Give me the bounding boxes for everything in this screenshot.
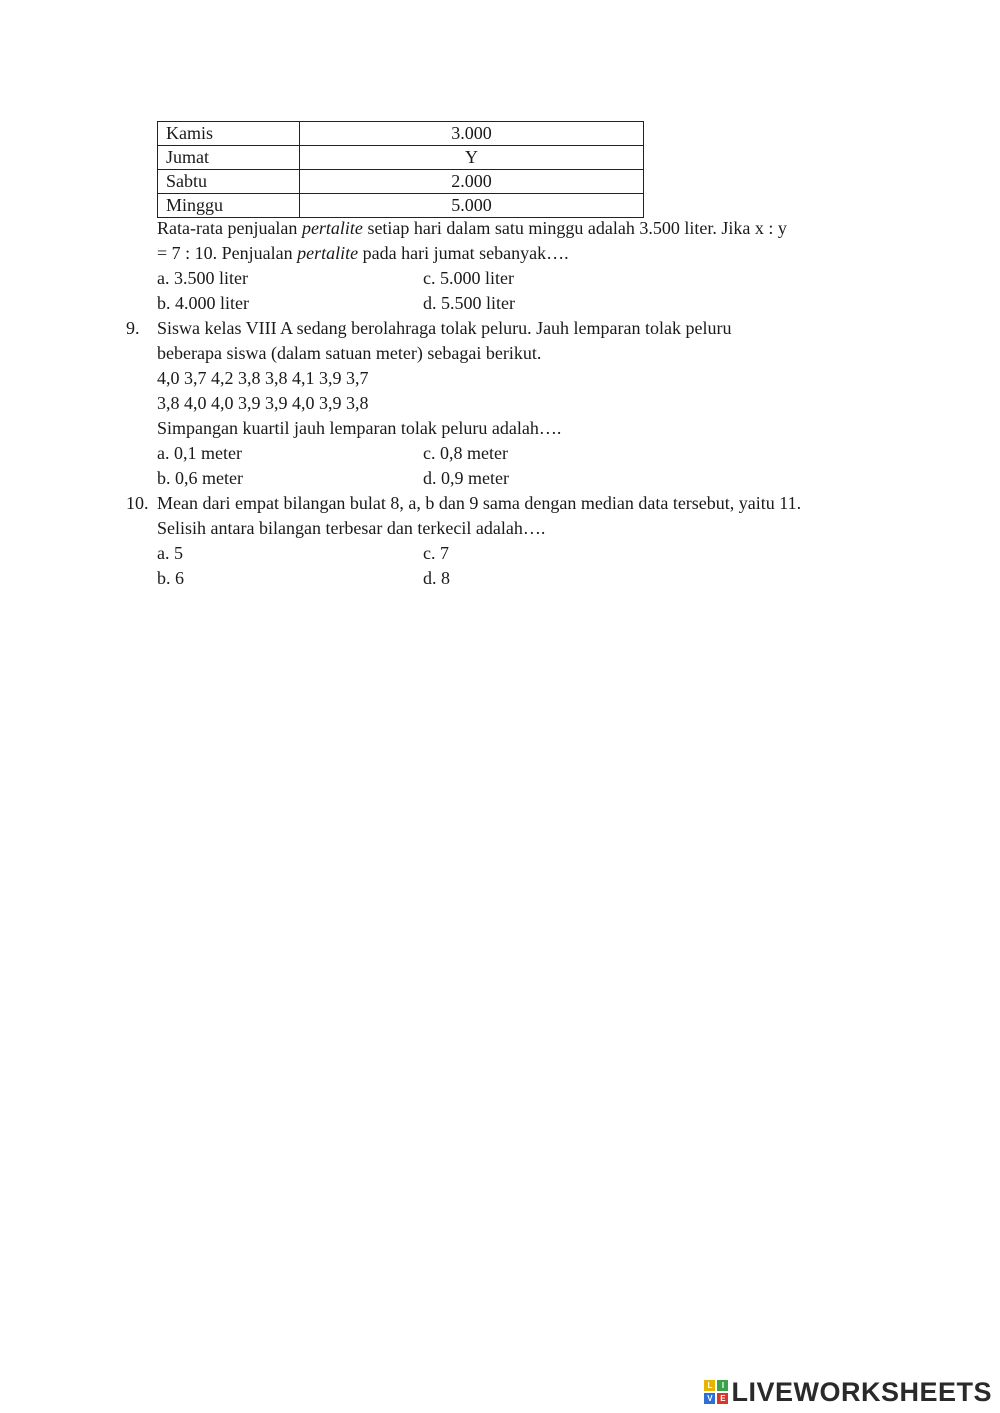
q10-text-line-1: Mean dari empat bilangan bulat 8, a, b dan 9 sama dengan median data tersebut, yaitu 11. (157, 493, 802, 513)
logo-tile: L (704, 1380, 715, 1391)
sales-table (157, 121, 644, 218)
q8-italic-term: pertalite (297, 243, 359, 263)
table-row (158, 194, 644, 218)
q9-text-line-1: Siswa kelas VIII A sedang berolahraga tolak peluru. Jauh lemparan tolak peluru (157, 318, 732, 338)
table-row (158, 122, 644, 146)
logo-tile: I (717, 1380, 728, 1391)
q10-text-line-2: Selisih antara bilangan terbesar dan terkecil adalah…. (157, 518, 546, 538)
table-cell-value: 2.000 (300, 170, 644, 194)
q8-option-b: b. 4.000 liter (157, 293, 249, 313)
table-cell-day: Jumat (158, 146, 300, 170)
logo-text: LIVEWORKSHEETS (731, 1377, 992, 1407)
q8-option-c: c. 5.000 liter (423, 268, 514, 288)
q10-option-b: b. 6 (157, 568, 184, 588)
q9-option-d: d. 0,9 meter (423, 468, 509, 488)
q10-option-a: a. 5 (157, 543, 183, 563)
table-cell-value: 5.000 (300, 194, 644, 218)
logo-tile: E (717, 1393, 728, 1404)
table-cell-value: Y (300, 146, 644, 170)
q8-text: pada hari jumat sebanyak…. (358, 243, 569, 263)
q8-text: Rata-rata penjualan (157, 218, 302, 238)
table-row (158, 146, 644, 170)
q9-question: Simpangan kuartil jauh lemparan tolak peluru adalah…. (157, 418, 562, 438)
logo-tile: V (704, 1393, 715, 1404)
q9-data-row-1: 4,0 3,7 4,2 3,8 3,8 4,1 3,9 3,7 (157, 368, 369, 388)
table-cell-day: Kamis (158, 122, 300, 146)
q10-number: 10. (126, 493, 149, 513)
q9-option-b: b. 0,6 meter (157, 468, 243, 488)
table-cell-value: 3.000 (300, 122, 644, 146)
q10-option-d: d. 8 (423, 568, 450, 588)
q10-option-c: c. 7 (423, 543, 449, 563)
logo-tiles-icon (704, 1380, 728, 1404)
q9-data-row-2: 3,8 4,0 4,0 3,9 3,9 4,0 3,9 3,8 (157, 393, 369, 413)
q9-number: 9. (126, 318, 140, 338)
liveworksheets-logo (704, 1377, 992, 1407)
q8-text-line-2 (157, 241, 569, 266)
q8-text-line-1 (157, 216, 787, 241)
q9-option-a: a. 0,1 meter (157, 443, 242, 463)
q8-option-d: d. 5.500 liter (423, 293, 515, 313)
q9-text-line-2: beberapa siswa (dalam satuan meter) sebagai berikut. (157, 343, 542, 363)
table-row (158, 170, 644, 194)
q8-italic-term: pertalite (301, 218, 363, 238)
table-cell-day: Sabtu (158, 170, 300, 194)
q8-text: setiap hari dalam satu minggu adalah 3.500 liter. Jika x : y (362, 218, 787, 238)
q8-text: = 7 : 10. Penjualan (157, 243, 298, 263)
q8-option-a: a. 3.500 liter (157, 268, 248, 288)
q9-option-c: c. 0,8 meter (423, 443, 508, 463)
table-cell-day: Minggu (158, 194, 300, 218)
